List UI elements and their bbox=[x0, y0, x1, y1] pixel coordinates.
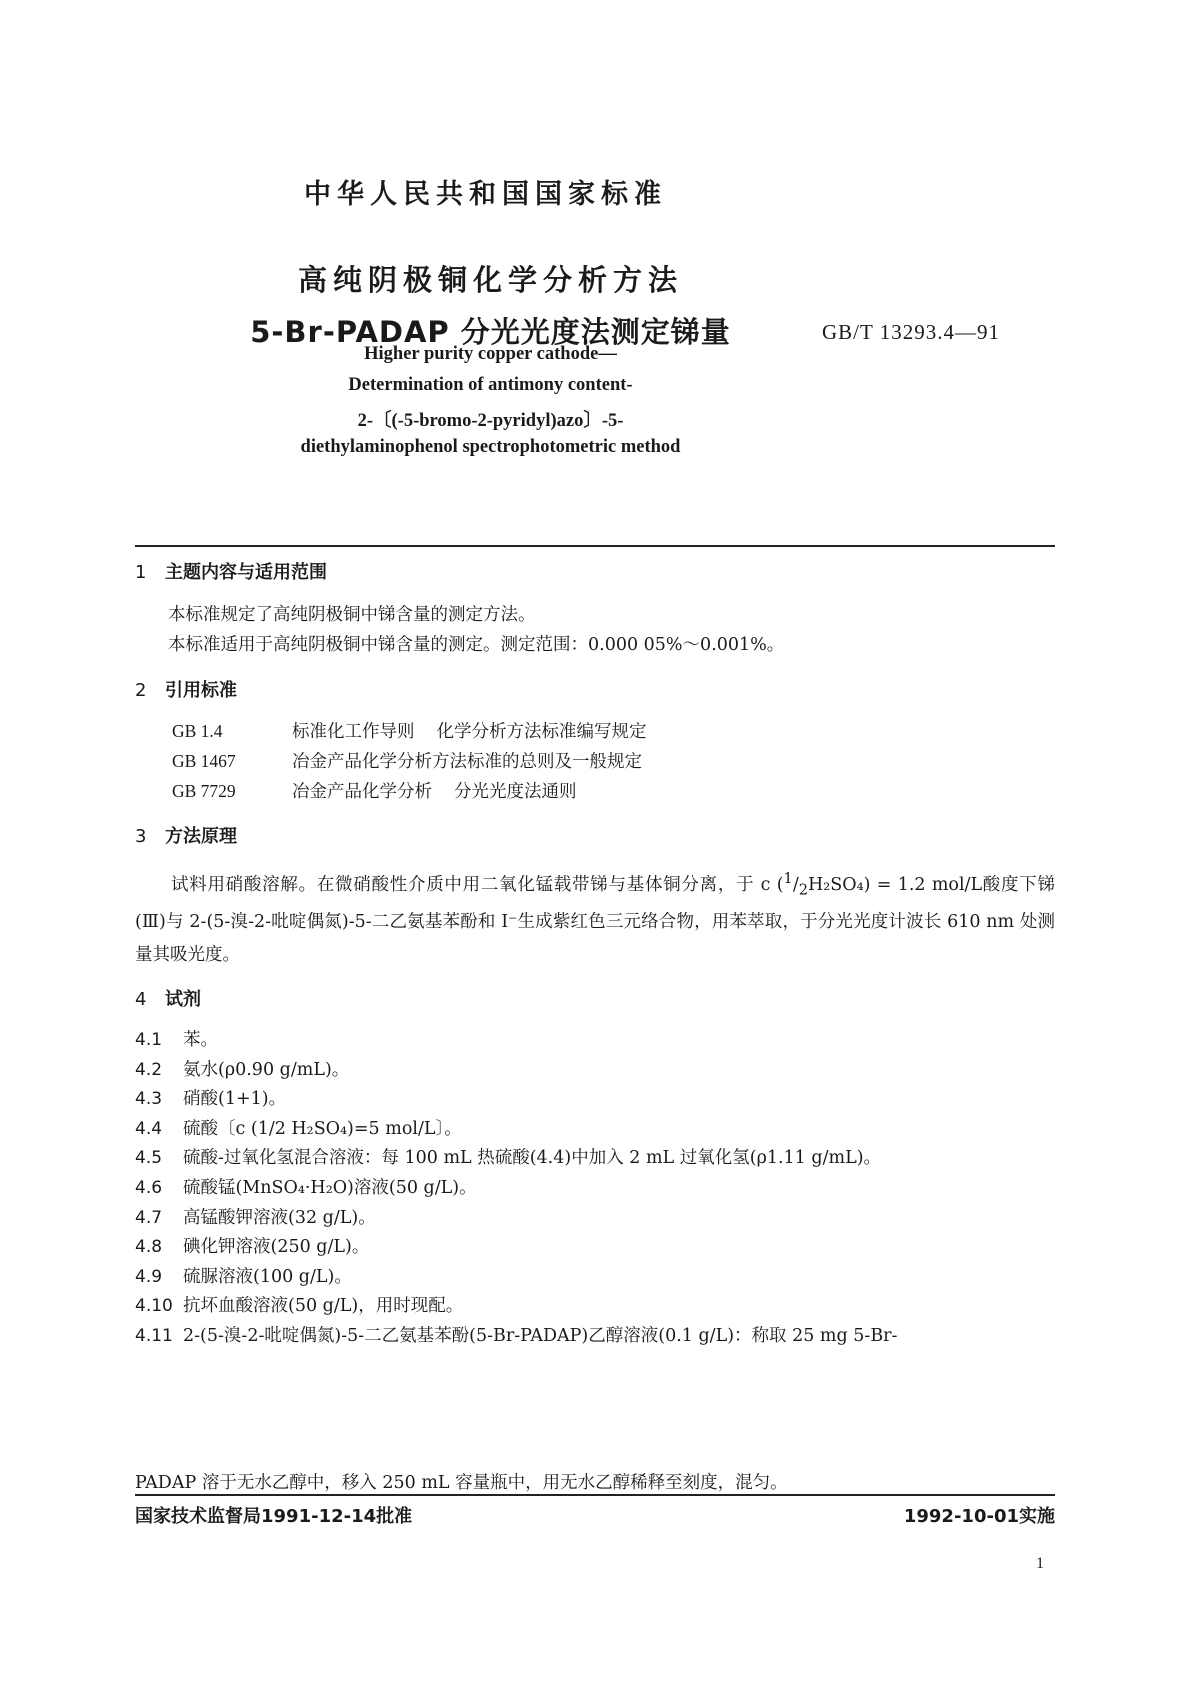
reagent-item bbox=[135, 1204, 376, 1229]
standard-number: GB/T 13293.4—91 bbox=[822, 320, 1000, 344]
reagent-number: 4.11 bbox=[135, 1326, 173, 1346]
reagent-item bbox=[135, 1085, 286, 1110]
section-number: 4 bbox=[135, 989, 147, 1010]
reagent-number: 4.3 bbox=[135, 1089, 163, 1109]
paragraph: 本标准规定了高纯阴极铜中锑含量的测定方法。 bbox=[168, 605, 536, 625]
section-title: 方法原理 bbox=[165, 826, 237, 847]
section-title: 主题内容与适用范围 bbox=[165, 562, 327, 583]
english-title-line: diethylaminophenol spectrophotometric method bbox=[300, 437, 681, 457]
reagent-continuation: PADAP 溶于无水乙醇中，移入 250 mL 容量瓶中，用无水乙醇稀释至刻度，混匀。 bbox=[135, 1473, 788, 1493]
reagent-number: 4.9 bbox=[135, 1267, 163, 1287]
approval-date: 国家技术监督局1991-12-14批准 bbox=[135, 1506, 413, 1527]
reagent-item bbox=[135, 1174, 477, 1199]
reagent-item bbox=[135, 1056, 349, 1081]
reagent-number: 4.2 bbox=[135, 1060, 163, 1080]
reagent-text: 硫酸-过氧化氢混合溶液：每 100 mL 热硫酸(4.4)中加入 2 mL 过氧化氢(ρ1.11 g/mL)。 bbox=[183, 1148, 882, 1168]
reference-title: 化学分析方法标准编写规定 bbox=[436, 722, 647, 742]
reference-item bbox=[172, 748, 642, 773]
section-number: 3 bbox=[135, 826, 147, 847]
reagent-text: 硝酸(1+1)。 bbox=[183, 1089, 287, 1109]
reference-item bbox=[172, 718, 647, 743]
english-title-line: Higher purity copper cathode— bbox=[364, 344, 617, 364]
page-number: 1 bbox=[1036, 1555, 1044, 1572]
reference-title: 冶金产品化学分析方法标准的总则及一般规定 bbox=[292, 752, 642, 772]
section-heading bbox=[135, 558, 327, 584]
implementation-date: 1992-10-01实施 bbox=[903, 1506, 1055, 1527]
document-title-line1: 高纯阴极铜化学分析方法 bbox=[297, 263, 683, 297]
national-standard-heading: 中华人民共和国国家标准 bbox=[304, 179, 667, 210]
header-divider bbox=[135, 545, 1055, 547]
reagent-item bbox=[135, 1144, 881, 1169]
reference-title: 冶金产品化学分析 bbox=[292, 782, 432, 802]
reagent-text: 碘化钾溶液(250 g/L)。 bbox=[183, 1237, 370, 1257]
reference-title: 标准化工作导则 bbox=[292, 722, 415, 742]
reference-code: GB 1467 bbox=[172, 751, 236, 771]
reagent-text: 抗坏血酸溶液(50 g/L)，用时现配。 bbox=[183, 1296, 464, 1316]
reference-code: GB 7729 bbox=[172, 781, 236, 801]
reference-code: GB 1.4 bbox=[172, 721, 223, 741]
section-title: 试剂 bbox=[165, 989, 201, 1010]
footer-divider bbox=[135, 1494, 1055, 1496]
section-heading bbox=[135, 822, 237, 848]
section-title: 引用标准 bbox=[165, 680, 237, 701]
fraction-numerator: 1 bbox=[783, 870, 793, 887]
reagent-text: 2-(5-溴-2-吡啶偶氮)-5-二乙氨基苯酚(5-Br-PADAP)乙醇溶液(0.1 g/L)：称取 25 mg 5-Br- bbox=[183, 1326, 898, 1346]
reference-title: 分光光度法通则 bbox=[454, 782, 577, 802]
document-title-line2: 5-Br-PADAP 分光光度法测定锑量 bbox=[250, 315, 731, 349]
reagent-number: 4.4 bbox=[135, 1119, 163, 1139]
english-title-line: 2-〔(-5-bromo-2-pyridyl)azo〕-5- bbox=[357, 411, 624, 431]
paragraph: 本标准适用于高纯阴极铜中锑含量的测定。测定范围：0.000 05%～0.001%。 bbox=[168, 635, 785, 655]
reagent-item bbox=[135, 1292, 463, 1317]
section-heading bbox=[135, 676, 237, 702]
fraction-denominator: 2 bbox=[798, 881, 808, 899]
section-number: 1 bbox=[135, 562, 147, 583]
reagent-text: 硫酸〔c (1/2 H₂SO₄)=5 mol/L〕。 bbox=[183, 1119, 462, 1139]
section-number: 2 bbox=[135, 680, 147, 701]
reagent-item bbox=[135, 1263, 352, 1288]
reagent-number: 4.10 bbox=[135, 1296, 173, 1316]
principle-text: H₂SO₄) = 1.2 mol/L酸度下锑(Ⅲ)与 2-(5-溴-2-吡啶偶氮)-5-二乙氨基苯酚和 I⁻生成紫红色三元络合物，用苯萃取，于分光光度计波长 610 nm 处测量其吸光度。 bbox=[135, 874, 1055, 966]
principle-text: 试料用硝酸溶解。在微硝酸性介质中用二氧化锰载带锑与基体铜分离，于 c ( bbox=[171, 874, 784, 895]
reagent-text: 硫酸锰(MnSO₄·H₂O)溶液(50 g/L)。 bbox=[183, 1178, 477, 1198]
reagent-text: 氨水(ρ0.90 g/mL)。 bbox=[183, 1060, 350, 1080]
reference-item bbox=[172, 778, 577, 803]
principle-paragraph: 试料用硝酸溶解。在微硝酸性介质中用二氧化锰载带锑与基体铜分离，于 c $(^1/_2H_2SO_4) = 1.2$ mol/L酸度下锑(Ⅲ)与 2-(5-溴-2-吡啶偶氮)-5-二乙氨基苯酚和 I⁻生成紫红色三元络合物，用苯萃取，于分光光度计波长 610 nm 处测量其吸光度。 bbox=[135, 870, 1055, 966]
reagent-text: 硫脲溶液(100 g/L)。 bbox=[183, 1267, 352, 1287]
reagent-text: 高锰酸钾溶液(32 g/L)。 bbox=[183, 1208, 376, 1228]
reagent-item bbox=[135, 1322, 897, 1347]
reagent-item bbox=[135, 1233, 369, 1258]
reagent-item bbox=[135, 1115, 462, 1140]
section-heading bbox=[135, 985, 201, 1011]
reagent-text: 苯。 bbox=[183, 1030, 218, 1050]
reagent-item bbox=[135, 1026, 218, 1051]
reagent-number: 4.5 bbox=[135, 1148, 163, 1168]
reagent-number: 4.8 bbox=[135, 1237, 163, 1257]
reagent-number: 4.6 bbox=[135, 1178, 163, 1198]
english-title-line: Determination of antimony content- bbox=[348, 375, 633, 395]
reagent-number: 4.7 bbox=[135, 1208, 163, 1228]
reagent-number: 4.1 bbox=[135, 1030, 163, 1050]
